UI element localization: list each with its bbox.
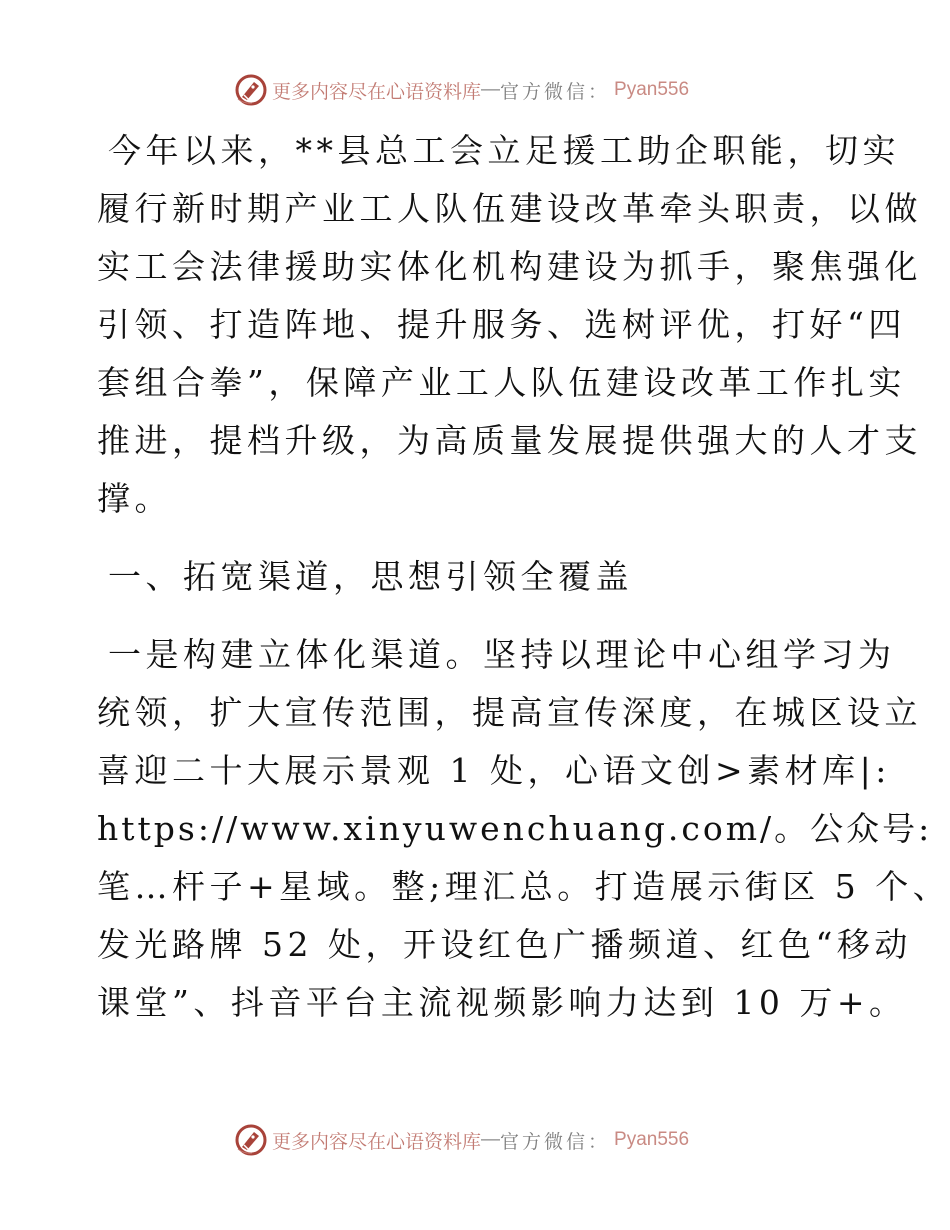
footer-watermark (234, 1120, 689, 1160)
paragraph-line: 引领、打造阵地、提升服务、选树评优，打好“四 (97, 305, 906, 344)
paragraph-line: 套组合拳”，保障产业工人队伍建设改革工作扎实 (97, 363, 906, 402)
watermark-main-text: 更多内容尽在心语资料库 (272, 1130, 482, 1153)
paragraph-line: 一是构建立体化渠道。坚持以理论中心组学习为 (108, 635, 896, 674)
watermark-dash: — (481, 79, 501, 100)
paragraph-line: 撑。 (97, 479, 172, 518)
paragraph-line-url: https://www.xinyuwenchuang.com/。公众号: (97, 809, 933, 848)
watermark-wechat-id: Pyan556 (614, 79, 690, 100)
header-watermark (234, 70, 689, 110)
paragraph-line: 喜迎二十大展示景观 1 处，心语文创>素材库|: (97, 751, 891, 790)
paragraph-line: 发光路牌 52 处，开设红色广播频道、红色“移动 (97, 925, 912, 964)
paragraph-line: 实工会法律援助实体化机构建设为抓手，聚焦强化 (97, 247, 922, 286)
pen-nib-logo-icon (234, 73, 268, 107)
paragraph-line: 今年以来，**县总工会立足援工助企职能，切实 (108, 131, 900, 170)
paragraph-line: 课堂”、抖音平台主流视频影响力达到 10 万+。 (97, 983, 907, 1022)
paragraph-line: 履行新时期产业工人队伍建设改革牵头职责，以做 (97, 189, 922, 228)
watermark-dash: — (481, 1129, 501, 1150)
spacer (97, 606, 857, 626)
paragraph-line: 统领，扩大宣传范围，提高宣传深度，在城区设立 (97, 693, 922, 732)
paragraph-line: 推进，提档升级，为高质量发展提供强大的人才支 (97, 421, 922, 460)
pen-nib-logo-icon (234, 1123, 268, 1157)
paragraph-channels (97, 626, 950, 1032)
watermark-label: 官方微信： (500, 1130, 611, 1153)
paragraph-line: 笔…杆子+星域。整;理汇总。打造展示街区 5 个、 (97, 867, 950, 906)
document-body (97, 122, 950, 1032)
spacer (97, 528, 857, 548)
paragraph-intro (97, 122, 922, 528)
watermark-main-text: 更多内容尽在心语资料库 (272, 80, 482, 103)
watermark-label: 官方微信： (500, 80, 611, 103)
section-heading: 一、拓宽渠道，思想引领全覆盖 (108, 557, 633, 596)
watermark-wechat-id: Pyan556 (614, 1129, 690, 1150)
